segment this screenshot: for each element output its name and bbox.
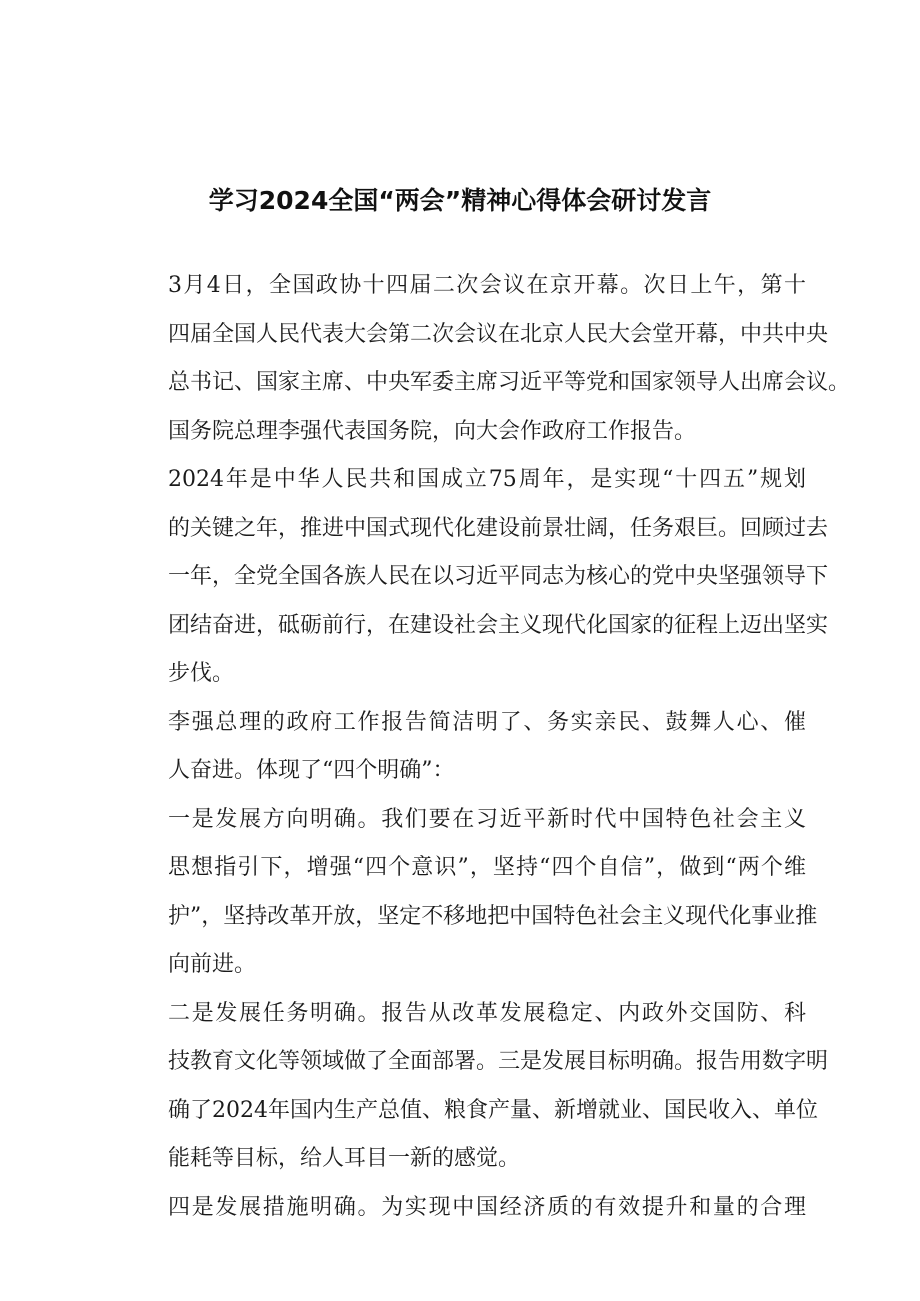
paragraph-5 bbox=[122, 990, 829, 1184]
paragraph-line: 四届全国人民代表大会第二次会议在北京人民大会堂开幕，中共中央 bbox=[168, 321, 829, 347]
paragraph-line: 国务院总理李强代表国务院，向大会作政府工作报告。 bbox=[168, 418, 697, 444]
paragraph-line: 2024年是中华人民共和国成立75周年，是实现“十四五”规划 bbox=[168, 467, 806, 492]
paragraph-line: 四是发展措施明确。为实现中国经济质的有效提升和量的合理 bbox=[168, 1194, 806, 1220]
paragraph-3 bbox=[122, 699, 806, 796]
paragraph-line: 二是发展任务明确。报告从改革发展稳定、内政外交国防、科 bbox=[168, 1000, 806, 1026]
paragraph-line: 团结奋进，砥砺前行，在建设社会主义现代化国家的征程上迈出坚实 bbox=[168, 612, 829, 638]
paragraph-line: 人奋进。体现了“四个明确”： bbox=[168, 758, 455, 783]
paragraph-line: 一是发展方向明确。我们要在习近平新时代中国特色社会主义 bbox=[168, 806, 806, 832]
paragraph-line: 一年，全党全国各族人民在以习近平同志为核心的党中央坚强领导下 bbox=[168, 564, 829, 589]
paragraph-line: 思想指引下，增强“四个意识”，坚持“四个自信”，做到“两个维 bbox=[168, 855, 806, 880]
paragraph-4 bbox=[122, 796, 818, 990]
paragraph-line: 确了2024年国内生产总值、粮食产量、新增就业、国民收入、单位 bbox=[168, 1097, 818, 1123]
paragraph-line: 向前进。 bbox=[168, 952, 257, 977]
document-title: 学习2024全国“两会”精神心得体会研讨发言 bbox=[208, 186, 712, 215]
paragraph-1 bbox=[122, 262, 851, 456]
paragraph-line: 总书记、国家主席、中央军委主席习近平等党和国家领导人出席会议。 bbox=[168, 370, 851, 395]
paragraph-2 bbox=[122, 456, 829, 699]
paragraph-line: 李强总理的政府工作报告简洁明了、务实亲民、鼓舞人心、催 bbox=[168, 709, 806, 735]
paragraph-line: 护”，坚持改革开放，坚定不移地把中国特色社会主义现代化事业推 bbox=[168, 903, 818, 929]
paragraph-line: 步伐。 bbox=[168, 661, 235, 686]
paragraph-line: 能耗等目标，给人耳目一新的感觉。 bbox=[168, 1146, 521, 1171]
paragraph-6 bbox=[122, 1184, 806, 1233]
document-body bbox=[122, 262, 851, 1232]
paragraph-line: 3月4日，全国政协十四届二次会议在京开幕。次日上午，第十 bbox=[168, 273, 806, 298]
paragraph-line: 技教育文化等领域做了全面部署。三是发展目标明确。报告用数字明 bbox=[168, 1049, 829, 1074]
paragraph-line: 的关键之年，推进中国式现代化建设前景壮阔，任务艰巨。回顾过去 bbox=[168, 515, 829, 541]
